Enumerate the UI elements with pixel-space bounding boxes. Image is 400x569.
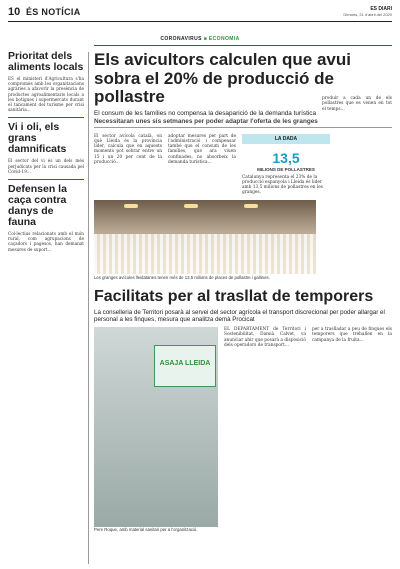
asaja-photo — [94, 327, 218, 527]
second-col2: per a traslladar a peu de finques els temporers que treballen en la campanya de la fruita... — [312, 327, 392, 343]
tag-coronavirus: CORONAVIRUS — [160, 36, 202, 42]
story1-headline: Prioritat dels aliments locals — [8, 50, 84, 73]
main-col2: adoptar mesures per part de l'administració i compensar també que el consum de les famílies, que ara viuen confinades, no absorbeix la demanda turística... — [168, 133, 236, 165]
section-title: ÉS NOTÍCIA — [26, 7, 81, 17]
subhead-rule — [94, 127, 392, 128]
tag-sep: ■ — [203, 36, 209, 42]
sidebar-number: 13,5 — [272, 149, 300, 166]
main-right-col: produir a cada un de els pollastres que es venen en tot el temps... — [322, 96, 392, 112]
photo2-caption: Pere Roque, amb material sanitari per a l'organització. — [94, 527, 198, 532]
second-col1: EL DEPARTAMENT de Territori i Sostenibilitat, Damià Calvet, va anunciar ahir que posarà a disposició dels operadors de transport... — [224, 327, 306, 348]
left-divider — [8, 117, 84, 118]
tag-rule — [94, 45, 392, 46]
main-story — [94, 51, 392, 196]
sidebar-label: MILIONS DE POLLASTRES — [257, 166, 315, 172]
column-divider — [88, 52, 89, 564]
lamp-icon — [184, 204, 198, 208]
second-headline: Facilitats per al trasllat de temporers — [94, 288, 374, 305]
lamp-icon — [124, 204, 138, 208]
page-number: 10 — [8, 6, 21, 18]
main-columns — [94, 134, 392, 196]
main-headline: Els avicultors calculen que avui sobra el 20% de producció de pollastre — [94, 50, 351, 106]
brand: ES DIARI — [370, 6, 392, 12]
main-subhead: El consum de les famílies no compensa la desaparició de la demanda turística — [94, 109, 317, 117]
story3-headline: Defensen la caça contra danys de fauna — [8, 183, 67, 229]
story3-body: Col·lectius relacionats amb el món rural, com agrupacions de caçadors i pagesos, han demanat mesures de suport... — [8, 231, 84, 252]
date: Dimarts, 21 d'abril del 2020 — [343, 12, 392, 17]
sidebar-title: LA DADA — [242, 134, 330, 144]
sidebar-text: Catalunya representa el 23% de la producció espanyola i Lleida és líder amb 13,5 milions de pollastres en les granges. — [242, 174, 324, 196]
section-tag — [0, 36, 400, 42]
poultry-farm-photo — [94, 200, 316, 274]
header-rule — [8, 21, 392, 22]
asaja-sign: ASAJA LLEIDA — [154, 345, 216, 387]
left-divider — [8, 179, 84, 180]
tag-economia: ECONOMIA — [208, 36, 240, 42]
page-header — [8, 6, 392, 20]
story2-body: El sector del vi és un dels més perjudicats per la crisi causada pel Covid-19... — [8, 158, 84, 174]
data-sidebar — [242, 134, 330, 196]
story1-body: ES el ministeri d'Agricultura s'ha compromès amb les organitzacions agràries a afavorir la presència de productes agroalimentaris locals a les botigues i supermercats durant el tancament del turisme per crisi sanitària... — [8, 76, 84, 113]
left-column — [8, 51, 84, 252]
photo1-caption: Les granges avícoles lleidatanes tenen més de 13,5 milions de places de pollastre i gallines. — [94, 275, 270, 280]
story2-headline: Vi i oli, els grans damnificats — [8, 121, 67, 156]
main-subhead2: Necessitaran unes sis setmanes per poder adaptar l'oferta de les granges — [94, 117, 318, 125]
main-col1: El sector avícola català, on què Lleida és la província líder, calcula que en aquests moments pot sobrar entre un 15 i un 20 per cent de la producció... — [94, 133, 162, 165]
second-subhead: La conselleria de Territori posarà al servei del sector agrícola el transport discrecional per poder allargar el personal a les finques, mesura que analitza demà Procicat — [94, 309, 385, 324]
lamp-icon — [244, 204, 258, 208]
chickens-texture — [94, 234, 316, 274]
